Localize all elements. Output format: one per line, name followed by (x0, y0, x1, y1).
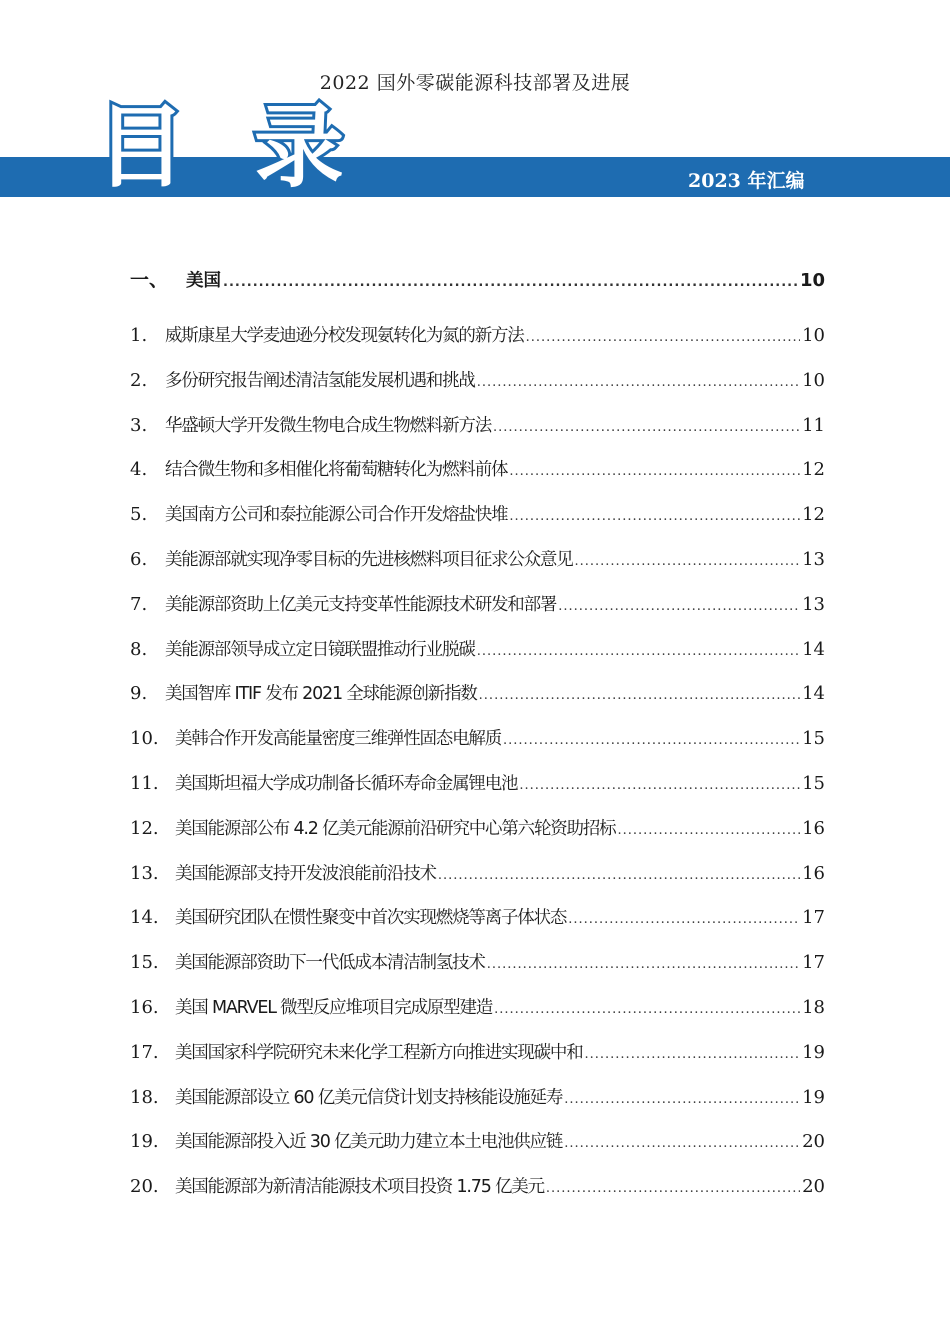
toc-entry-number: 1. (130, 325, 148, 346)
toc-entry-title: 美国能源部为新清洁能源技术项目投资 1.75 亿美元 (175, 1177, 544, 1198)
toc-entry[interactable] (130, 986, 825, 1031)
dot-leader (564, 1078, 800, 1123)
toc-entry[interactable] (130, 717, 825, 762)
toc-entry[interactable] (130, 538, 825, 583)
dot-leader (494, 988, 800, 1033)
toc-entry-number: 18. (130, 1086, 159, 1108)
dot-leader (519, 764, 800, 809)
toc-entry-page: 12 (802, 504, 825, 526)
dot-leader (503, 719, 800, 764)
toc-entry-number: 14. (130, 907, 159, 929)
toc-entry-number: 15. (130, 952, 159, 974)
toc-entry[interactable] (130, 314, 825, 359)
toc-entry-page: 12 (802, 459, 825, 481)
dot-leader (493, 406, 800, 451)
dot-leader (487, 943, 800, 988)
toc-entry-number: 6. (130, 548, 148, 570)
dot-leader (558, 585, 800, 630)
toc-heading: 目录 (96, 95, 412, 200)
toc-entry[interactable] (130, 852, 825, 897)
toc-entry-title: 美国 MARVEL 微型反应堆项目完成原型建造 (175, 997, 493, 1018)
dot-leader (509, 495, 800, 540)
toc-entry-number: 8. (130, 638, 148, 660)
dot-leader (575, 540, 801, 585)
toc-entry[interactable] (130, 493, 825, 538)
toc-entry[interactable] (130, 583, 825, 628)
toc-entry-title: 美国国家科学院研究未来化学工程新方向推进实现碳中和 (175, 1042, 583, 1063)
toc-entry-page: 18 (802, 996, 825, 1018)
toc-entry[interactable] (130, 941, 825, 986)
toc-entry-page: 19 (802, 1041, 825, 1063)
toc-entry-title: 结合微生物和多相催化将葡萄糖转化为燃料前体 (165, 460, 508, 481)
toc-entry-title: 美国研究团队在惯性聚变中首次实现燃烧等离子体状态 (175, 908, 567, 929)
toc-section-number: 一、 (130, 269, 169, 291)
toc-entry[interactable] (130, 359, 825, 404)
toc-entry-page: 20 (802, 1131, 825, 1153)
toc-entry-number: 3. (130, 414, 148, 436)
dot-leader (617, 809, 800, 854)
toc-entry-title: 美国智库 ITIF 发布 2021 全球能源创新指数 (165, 684, 477, 705)
table-of-contents (130, 258, 825, 1210)
toc-entry[interactable] (130, 448, 825, 493)
toc-entry-title: 美能源部就实现净零目标的先进核燃料项目征求公众意见 (165, 549, 573, 570)
dot-leader (477, 361, 800, 406)
toc-entry-title: 美国斯坦福大学成功制备长循环寿命金属锂电池 (175, 773, 518, 794)
toc-entry-title: 美能源部领导成立定日镜联盟推动行业脱碳 (165, 639, 475, 660)
dot-leader (568, 898, 800, 943)
toc-entry-page: 14 (802, 683, 825, 705)
toc-entry-number: 11. (130, 772, 159, 794)
toc-entry-title: 威斯康星大学麦迪逊分校发现氨转化为氮的新方法 (165, 326, 524, 346)
toc-entry-title: 美国能源部公布 4.2 亿美元能源前沿研究中心第六轮资助招标 (175, 818, 616, 839)
toc-entry-number: 7. (130, 593, 148, 615)
toc-entry-number: 10. (130, 728, 159, 750)
toc-entry-number: 13. (130, 862, 159, 884)
toc-entry-number: 5. (130, 504, 148, 526)
toc-entry-page: 19 (802, 1086, 825, 1108)
toc-entry-title: 美国能源部支持开发波浪能前沿技术 (175, 863, 436, 884)
toc-entry-number: 17. (130, 1041, 159, 1063)
dot-leader (509, 450, 800, 495)
dot-leader (585, 1033, 801, 1078)
toc-entry-number: 12. (130, 817, 159, 839)
toc-entry-page: 20 (802, 1176, 825, 1198)
toc-entry[interactable] (130, 404, 825, 449)
toc-section-row[interactable] (130, 258, 825, 314)
dot-leader (564, 1122, 800, 1167)
toc-section-page: 10 (799, 270, 825, 291)
toc-entry-number: 2. (130, 369, 148, 391)
toc-entry-page: 16 (802, 817, 825, 839)
toc-entry-page: 15 (802, 728, 825, 750)
toc-entry-title: 美能源部资助上亿美元支持变革性能源技术研发和部署 (165, 594, 557, 615)
dot-leader (223, 261, 798, 305)
toc-entry-number: 20. (130, 1176, 159, 1198)
toc-entry[interactable] (130, 807, 825, 852)
toc-entry-page: 16 (802, 862, 825, 884)
toc-entry-number: 9. (130, 683, 148, 705)
toc-entry[interactable] (130, 762, 825, 807)
toc-entry[interactable] (130, 896, 825, 941)
toc-entry-title: 美国能源部设立 60 亿美元信贷计划支持核能设施延寿 (175, 1087, 563, 1108)
toc-entry-page: 17 (802, 952, 825, 974)
edition-label: 2023 年汇编 (688, 170, 805, 192)
toc-entry[interactable] (130, 1165, 825, 1210)
toc-entry-number: 19. (130, 1131, 159, 1153)
toc-entry-number: 16. (130, 996, 159, 1018)
toc-entry-page: 11 (802, 414, 825, 436)
toc-section-title: 美国 (186, 271, 221, 291)
toc-entry-title: 美国南方公司和泰拉能源公司合作开发熔盐快堆 (165, 505, 508, 526)
dot-leader (526, 316, 800, 361)
toc-entry-page: 13 (802, 548, 825, 570)
toc-entry-title: 华盛顿大学开发微生物电合成生物燃料新方法 (165, 415, 491, 436)
document-header-title: 2022 国外零碳能源科技部署及进展 (319, 72, 631, 94)
toc-entry[interactable] (130, 628, 825, 673)
toc-entry[interactable] (130, 1120, 825, 1165)
toc-entry-page: 17 (802, 907, 825, 929)
toc-entry-title: 多份研究报告阐述清洁氢能发展机遇和挑战 (165, 370, 475, 391)
toc-entry-number: 4. (130, 459, 148, 481)
toc-entry-title: 美国能源部投入近 30 亿美元助力建立本土电池供应链 (175, 1132, 563, 1153)
dot-leader (479, 674, 800, 719)
dot-leader (546, 1167, 800, 1212)
toc-entry[interactable] (130, 672, 825, 717)
toc-entry-page: 10 (802, 369, 825, 391)
toc-entry-page: 10 (802, 325, 825, 346)
toc-entry[interactable] (130, 1031, 825, 1076)
toc-entry-title: 美韩合作开发高能量密度三维弹性固态电解质 (175, 729, 501, 750)
toc-entry-page: 13 (802, 593, 825, 615)
toc-entry-page: 15 (802, 772, 825, 794)
dot-leader (438, 854, 800, 899)
toc-item-list (130, 314, 825, 1210)
dot-leader (477, 630, 800, 675)
toc-entry[interactable] (130, 1076, 825, 1121)
toc-entry-page: 14 (802, 638, 825, 660)
toc-entry-title: 美国能源部资助下一代低成本清洁制氢技术 (175, 953, 485, 974)
